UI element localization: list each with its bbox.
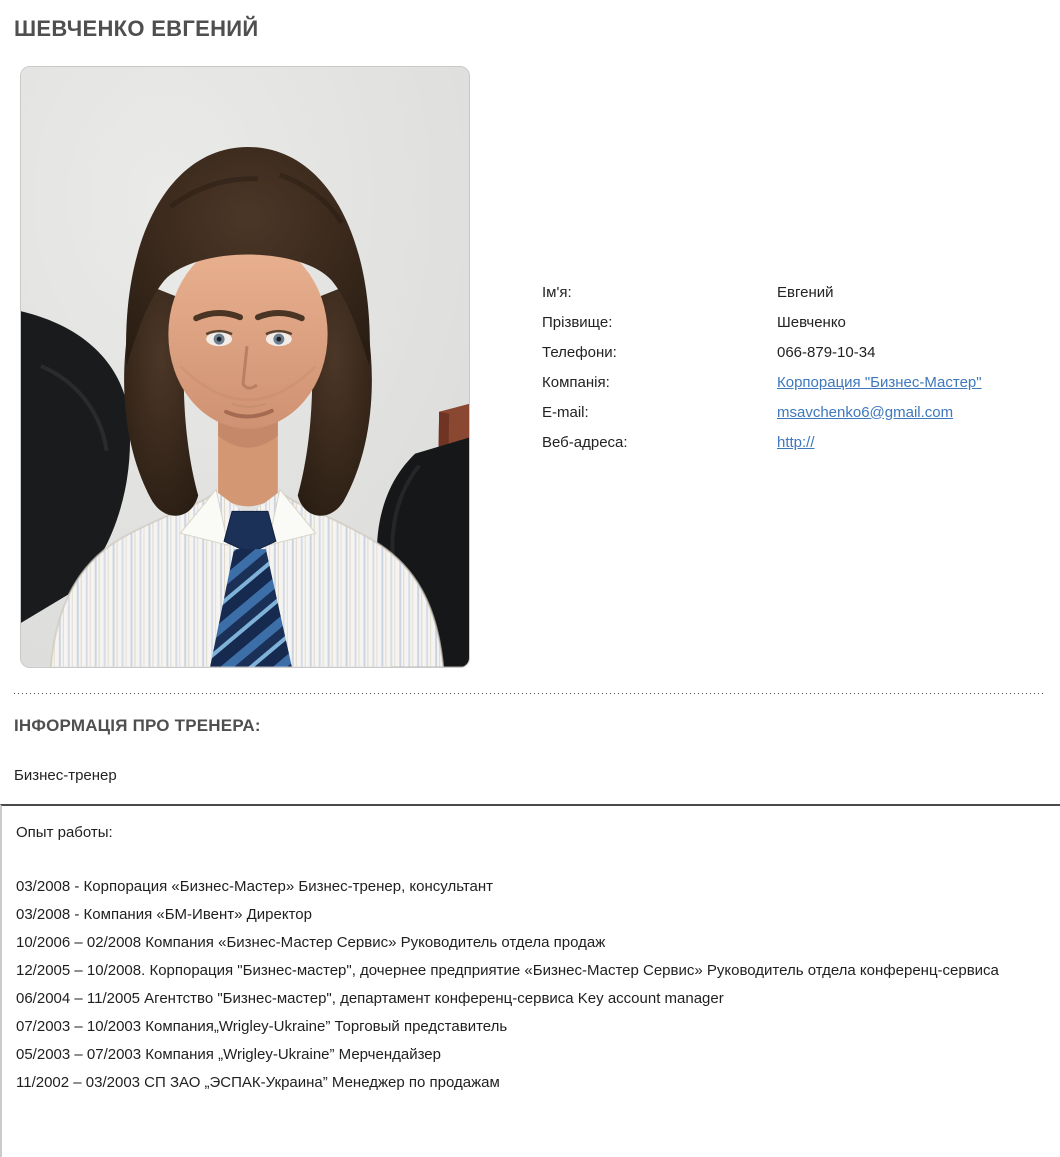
experience-item: 06/2004 – 11/2005 Агентство "Бизнес-мастер", департамент конференц-сервиса Key account manager	[16, 990, 724, 1007]
detail-label: Ім'я:	[542, 283, 572, 301]
portrait-image	[21, 67, 469, 667]
experience-item: 10/2006 – 02/2008 Компания «Бизнес-Мастер Сервис» Руководитель отдела продаж	[16, 934, 606, 951]
trainer-role: Бизнес-тренер	[14, 767, 117, 784]
section-heading: ІНФОРМАЦІЯ ПРО ТРЕНЕРА:	[14, 716, 261, 735]
experience-item: 05/2003 – 07/2003 Компания „Wrigley-Ukraine” Мерчендайзер	[16, 1046, 441, 1063]
experience-item: 07/2003 – 10/2003 Компания„Wrigley-Ukraine” Торговый представитель	[16, 1018, 508, 1035]
dotted-divider	[14, 693, 1046, 695]
detail-row-phones	[542, 337, 1046, 367]
experience-item: 12/2005 – 10/2008. Корпорация "Бизнес-мастер", дочернее предприятие «Бизнес-Мастер Сервис» Руководитель отдела конференц-сервиса	[16, 962, 999, 979]
detail-value-phones: 066-879-10-34	[777, 343, 876, 361]
detail-label: Компанія:	[542, 373, 610, 391]
experience-spacer	[16, 846, 1046, 873]
details-list	[542, 277, 1046, 457]
detail-label: E-mail:	[542, 403, 589, 421]
trainer-photo	[20, 66, 470, 668]
experience-heading: Опыт работы:	[16, 824, 113, 841]
detail-label: Веб-адреса:	[542, 433, 628, 451]
experience-item: 03/2008 - Корпорация «Бизнес-Мастер» Бизнес-тренер, консультант	[16, 878, 494, 895]
detail-value-last-name: Шевченко	[777, 313, 846, 331]
detail-row-website	[542, 427, 1046, 457]
detail-value-first-name: Евгений	[777, 283, 834, 301]
detail-row-email	[542, 397, 1046, 427]
detail-label: Телефони:	[542, 343, 617, 361]
profile-section	[14, 66, 1046, 668]
detail-row-first-name	[542, 277, 1046, 307]
detail-row-company	[542, 367, 1046, 397]
experience-item: 03/2008 - Компания «БМ-Ивент» Директор	[16, 906, 312, 923]
detail-row-last-name	[542, 307, 1046, 337]
detail-label: Прізвище:	[542, 313, 613, 331]
experience-box	[0, 804, 1060, 1157]
company-link[interactable]: Корпорация "Бизнес-Мастер"	[777, 373, 982, 391]
website-link[interactable]: http://	[777, 433, 815, 451]
experience-item: 11/2002 – 03/2003 СП ЗАО „ЭСПАК-Украина” Менеджер по продажам	[16, 1074, 500, 1091]
email-link[interactable]: msavchenko6@gmail.com	[777, 403, 954, 421]
page-title: ШЕВЧЕНКО ЕВГЕНИЙ	[14, 16, 259, 41]
